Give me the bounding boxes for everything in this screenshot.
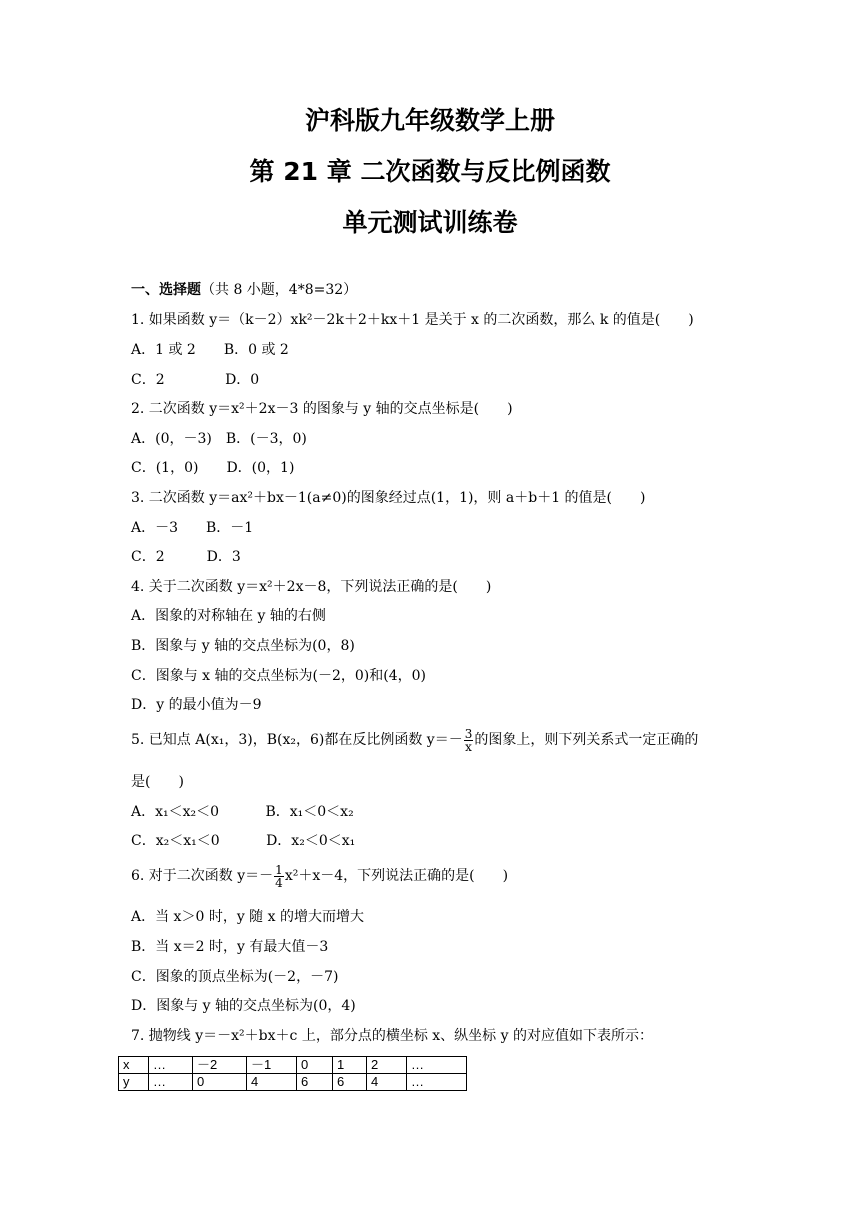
q5-fraction-numerator: 3 (464, 726, 473, 741)
q5-fraction (464, 728, 474, 753)
q6-option-d: D．图象与 y 轴的交点坐标为(0，4) (131, 998, 356, 1014)
q7-stem: 7. 抛物线 y＝－x²＋bx＋c 上，部分点的横坐标 x、纵坐标 y 的对应值如下表所示： (131, 1028, 653, 1044)
q4-option-a: A．图象的对称轴在 y 轴的右侧 (131, 608, 326, 624)
q2-options-ab: A．(0，－3) B．(－3，0) (131, 431, 307, 447)
q4-stem: 4. 关于二次函数 y＝x²＋2x－8，下列说法正确的是( ) (131, 579, 492, 595)
q6-fraction-denominator: 4 (275, 875, 283, 890)
q2-stem: 2. 二次函数 y＝x²＋2x－3 的图象与 y 轴的交点坐标是( ) (131, 401, 513, 417)
q5-fraction-denominator: x (465, 739, 472, 754)
table-cell: y (119, 1074, 149, 1091)
q6-stem-pre: 6. 对于二次函数 y＝－ (131, 868, 274, 884)
q6-option-a: A．当 x＞0 时，y 随 x 的增大而增大 (131, 909, 364, 925)
table-cell: 4 (367, 1074, 407, 1091)
table-cell: … (407, 1074, 467, 1091)
q5-options-ab: A．x₁＜x₂＜0 B．x₁＜0＜x₂ (131, 804, 354, 820)
q7-value-table-body (119, 1057, 467, 1091)
q6-stem-post: x²＋x－4，下列说法正确的是( ) (284, 868, 509, 884)
table-cell: 6 (297, 1074, 333, 1091)
table-cell: 6 (333, 1074, 367, 1091)
q3-options-cd: C．2 D．3 (131, 549, 241, 565)
table-cell: 4 (247, 1074, 297, 1091)
q6-option-c: C．图象的顶点坐标为(－2，－7) (131, 969, 339, 985)
section-heading-label: 一、选择题 (131, 282, 201, 298)
q1-options-ab: A．1 或 2 B．0 或 2 (131, 342, 289, 358)
table-cell: 0 (297, 1057, 333, 1074)
q5-stem (131, 726, 698, 754)
chapter-title: 第 21 章 二次函数与反比例函数 (249, 157, 611, 186)
q6-fraction-numerator: 1 (275, 862, 283, 877)
table-cell: … (149, 1057, 193, 1074)
q4-option-d: D．y 的最小值为－9 (131, 697, 262, 713)
table-cell: －1 (247, 1057, 297, 1074)
q6-option-b: B．当 x＝2 时，y 有最大值－3 (131, 939, 329, 955)
q4-option-b: B．图象与 y 轴的交点坐标为(0，8) (131, 638, 355, 654)
table-cell: －2 (193, 1057, 247, 1074)
q6-stem (131, 862, 508, 890)
q5-stem-post: 的图象上，则下列关系式一定正确的 (474, 732, 699, 748)
q5-stem-continued: 是( ) (131, 774, 184, 790)
test-title: 单元测试训练卷 (342, 208, 518, 237)
q2-options-cd: C．(1，0) D．(0，1) (131, 460, 295, 476)
q7-value-table (118, 1056, 467, 1091)
q3-stem: 3. 二次函数 y＝ax²＋bx－1(a≠0)的图象经过点(1，1)，则 a＋b＋1 的值是( ) (131, 490, 646, 506)
table-cell: 1 (333, 1057, 367, 1074)
table-row (119, 1074, 467, 1091)
q1-options-cd: C．2 D．0 (131, 372, 260, 388)
table-cell: 0 (193, 1074, 247, 1091)
document-title: 沪科版九年级数学上册 (304, 106, 555, 135)
table-cell: x (119, 1057, 149, 1074)
q4-option-c: C．图象与 x 轴的交点坐标为(－2，0)和(4，0) (131, 668, 426, 684)
q3-options-ab: A．－3 B．－1 (131, 520, 254, 536)
section-heading-note: （共 8 小题，4*8=32） (201, 282, 358, 298)
q6-fraction (274, 864, 284, 889)
q5-options-cd: C．x₂＜x₁＜0 D．x₂＜0＜x₁ (131, 833, 356, 849)
q5-stem-pre: 5. 已知点 A(x₁，3)，B(x₂，6)都在反比例函数 y＝－ (131, 732, 463, 748)
table-cell: 2 (367, 1057, 407, 1074)
table-cell: … (149, 1074, 193, 1091)
table-cell: … (407, 1057, 467, 1074)
table-row (119, 1057, 467, 1074)
section-heading (131, 281, 357, 299)
q1-stem: 1. 如果函数 y＝（k－2）xk²－2k＋2＋kx＋1 是关于 x 的二次函数，那么 k 的值是( ) (131, 312, 694, 328)
